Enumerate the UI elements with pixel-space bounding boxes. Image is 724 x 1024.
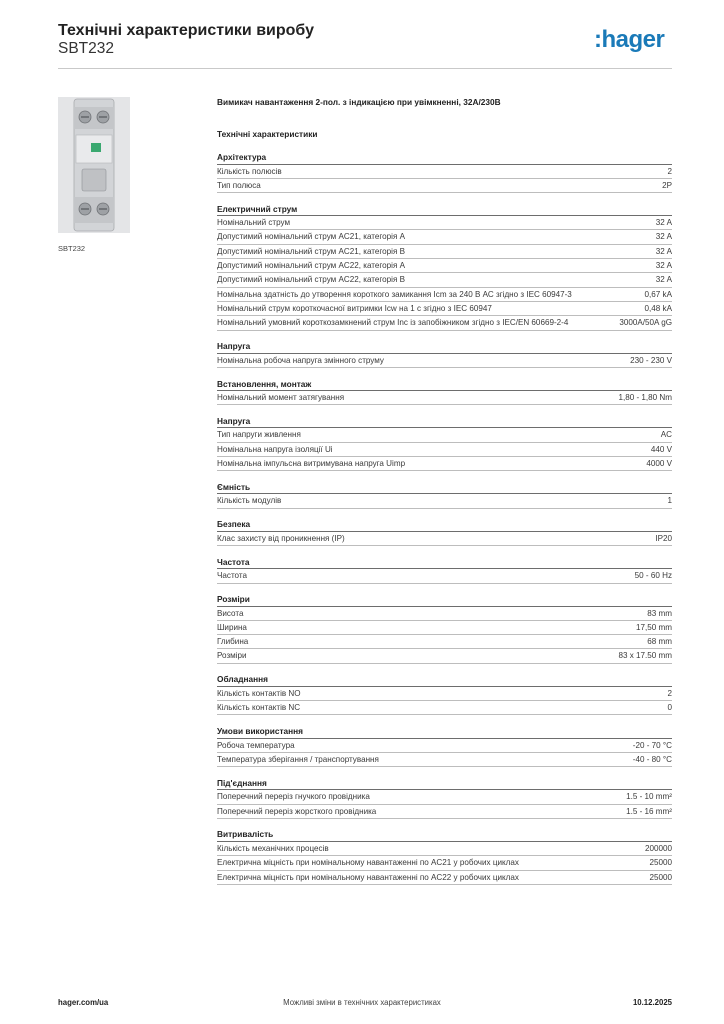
spec-group-title: Обладнання <box>217 673 672 687</box>
spec-label: Клас захисту від проникнення (IP) <box>217 533 345 543</box>
spec-value: 2P <box>662 180 672 190</box>
spec-label: Ширина <box>217 622 247 632</box>
spec-value: 1 <box>667 496 672 506</box>
spec-label: Висота <box>217 608 244 618</box>
spec-value: 2 <box>667 688 672 698</box>
spec-group <box>217 518 672 546</box>
spec-label: Кількість полюсів <box>217 166 282 176</box>
spec-label: Електрична міцність при номінальному навантаженні по AC21 у робочих циклах <box>217 858 519 868</box>
spec-group <box>217 340 672 368</box>
spec-label: Номінальна напруга ізоляції Ui <box>217 444 333 454</box>
spec-group-title: Ємність <box>217 481 672 495</box>
spec-row <box>217 621 672 635</box>
spec-row <box>217 443 672 457</box>
spec-row <box>217 391 672 405</box>
spec-content <box>217 95 672 894</box>
spec-label: Кількість механічних процесів <box>217 843 329 853</box>
spec-label: Номінальний момент затягування <box>217 393 345 403</box>
spec-group <box>217 777 672 819</box>
spec-row <box>217 701 672 715</box>
spec-row <box>217 216 672 230</box>
spec-label: Тип полюса <box>217 180 261 190</box>
spec-value: 32 A <box>655 261 672 271</box>
spec-row <box>217 457 672 471</box>
spec-value: 83 mm <box>647 608 672 618</box>
spec-label: Допустимий номінальний струм AC21, категорія A <box>217 232 405 242</box>
spec-row <box>217 607 672 621</box>
spec-value: -40 - 80 °C <box>632 754 672 764</box>
tech-specs-heading: Технічні характеристики <box>217 129 318 139</box>
footer-note: Можливі зміни в технічних характеристиках <box>283 998 441 1007</box>
spec-label: Поперечний переріз жорсткого провідника <box>217 806 377 816</box>
spec-label: Номінальний умовний короткозамкнений струм Inc із запобіжником згідно з IEC/EN 60669-2-4 <box>217 318 569 328</box>
spec-row <box>217 649 672 663</box>
spec-label: Температура зберігання / транспортування <box>217 754 379 764</box>
spec-label: Номінальна робоча напруга змінного струму <box>217 355 384 365</box>
spec-label: Розміри <box>217 651 247 661</box>
spec-row <box>217 179 672 193</box>
spec-row <box>217 532 672 546</box>
spec-label: Тип напруги живлення <box>217 430 301 440</box>
spec-row <box>217 259 672 273</box>
spec-group <box>217 828 672 884</box>
spec-row <box>217 790 672 804</box>
product-image-caption: SBT232 <box>58 244 86 253</box>
spec-row <box>217 245 672 259</box>
spec-value: AC <box>660 430 672 440</box>
spec-value: 1.5 - 16 mm² <box>626 806 672 816</box>
spec-value: 2 <box>667 166 672 176</box>
spec-label: Поперечний переріз гнучкого провідника <box>217 792 370 802</box>
spec-row <box>217 635 672 649</box>
spec-group-title: Умови використання <box>217 725 672 739</box>
spec-value: 83 x 17.50 mm <box>618 651 672 661</box>
spec-group-title: Встановлення, монтаж <box>217 378 672 392</box>
spec-value: 0,48 kA <box>644 303 672 313</box>
spec-row <box>217 739 672 753</box>
product-description: Вимикач навантаження 2-пол. з індикацією при увімкненні, 32А/230В <box>217 97 501 107</box>
spec-row <box>217 569 672 583</box>
spec-value: 32 A <box>655 246 672 256</box>
spec-value: IP20 <box>655 533 672 543</box>
footer-website[interactable]: hager.com/ua <box>58 998 109 1007</box>
spec-label: Номінальна імпульсна витримувана напруга Uimp <box>217 459 406 469</box>
spec-value: 0,67 kA <box>644 289 672 299</box>
spec-group-title: Розміри <box>217 593 672 607</box>
spec-group-title: Частота <box>217 556 672 570</box>
hager-logo: :hager <box>594 26 665 53</box>
spec-row <box>217 302 672 316</box>
spec-label: Кількість модулів <box>217 496 282 506</box>
spec-value: 50 - 60 Hz <box>634 571 672 581</box>
spec-row <box>217 288 672 302</box>
spec-group-title: Безпека <box>217 518 672 532</box>
spec-value: 68 mm <box>647 637 672 647</box>
spec-label: Допустимий номінальний струм AC22, категорія B <box>217 275 405 285</box>
product-image <box>58 97 130 233</box>
spec-row <box>217 856 672 870</box>
spec-group-title: Напруга <box>217 415 672 429</box>
spec-value: 25000 <box>649 858 672 868</box>
spec-group-title: Архітектура <box>217 151 672 165</box>
spec-group <box>217 481 672 509</box>
spec-label: Номінальна здатність до утворення короткого замикання Icm за 240 В АС згідно з IEC 60947-3 <box>217 289 572 299</box>
spec-row <box>217 165 672 179</box>
spec-group <box>217 593 672 664</box>
page-title: Технічні характеристики виробу <box>58 22 314 39</box>
spec-group-title: Електричний струм <box>217 203 672 217</box>
spec-label: Глибина <box>217 637 249 647</box>
spec-value: 32 A <box>655 232 672 242</box>
spec-value: -20 - 70 °C <box>632 740 672 750</box>
spec-row <box>217 805 672 819</box>
spec-value: 25000 <box>649 872 672 882</box>
spec-value: 230 - 230 V <box>630 355 672 365</box>
spec-value: 200000 <box>644 843 672 853</box>
spec-group <box>217 203 672 331</box>
spec-row <box>217 316 672 330</box>
spec-value: 440 V <box>650 444 672 454</box>
spec-group <box>217 673 672 715</box>
spec-value: 3000A/50A gG <box>619 318 672 328</box>
spec-row <box>217 871 672 885</box>
spec-group <box>217 415 672 471</box>
spec-row <box>217 687 672 701</box>
spec-label: Кількість контактів NO <box>217 688 301 698</box>
spec-group <box>217 151 672 193</box>
spec-row <box>217 354 672 368</box>
spec-group-title: Під'єднання <box>217 777 672 791</box>
spec-row <box>217 494 672 508</box>
spec-label: Допустимий номінальний струм AC22, категорія A <box>217 261 405 271</box>
spec-group <box>217 725 672 767</box>
spec-row <box>217 753 672 767</box>
spec-row <box>217 273 672 287</box>
footer-date: 10.12.2025 <box>632 998 672 1007</box>
header-divider <box>58 68 672 69</box>
spec-groups <box>217 151 672 885</box>
spec-group-title: Витривалість <box>217 828 672 842</box>
product-code: SBT232 <box>58 40 115 57</box>
spec-label: Частота <box>217 571 247 581</box>
spec-value: 32 A <box>655 275 672 285</box>
spec-value: 17,50 mm <box>636 622 672 632</box>
spec-group-title: Напруга <box>217 340 672 354</box>
spec-label: Номінальний струм <box>217 218 291 228</box>
spec-value: 1.5 - 10 mm² <box>626 792 672 802</box>
spec-value: 1,80 - 1,80 Nm <box>618 393 672 403</box>
spec-label: Допустимий номінальний струм AC21, категорія B <box>217 246 405 256</box>
spec-row <box>217 230 672 244</box>
spec-label: Електрична міцність при номінальному навантаженні по AC22 у робочих циклах <box>217 872 519 882</box>
spec-label: Робоча температура <box>217 740 295 750</box>
spec-row <box>217 428 672 442</box>
spec-value: 32 A <box>655 218 672 228</box>
spec-row <box>217 842 672 856</box>
spec-label: Номінальний струм короткочасної витримки Icw на 1 с згідно з IEC 60947 <box>217 303 492 313</box>
spec-value: 0 <box>667 703 672 713</box>
spec-group <box>217 378 672 406</box>
spec-label: Кількість контактів NC <box>217 703 301 713</box>
spec-group <box>217 556 672 584</box>
spec-value: 4000 V <box>646 459 672 469</box>
